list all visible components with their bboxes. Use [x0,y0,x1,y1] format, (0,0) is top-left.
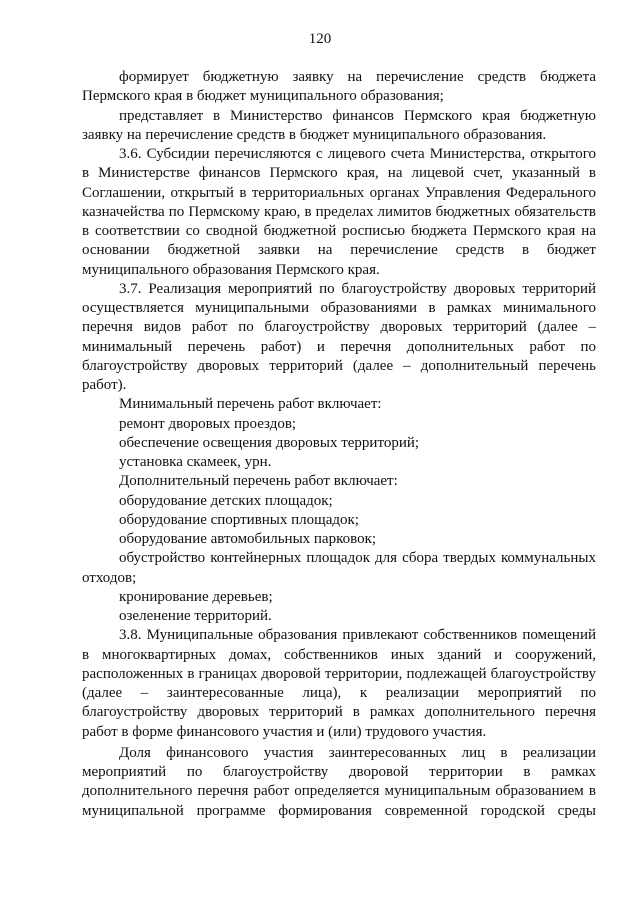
paragraph: 3.8. Муниципальные образования привлекают собственников помещений в многоквартирных домах, собственников иных зданий и сооружений, расположенных в границах дворовой территории, подлежащей благоустройству (далее – заинтересованные лица), к реализации мероприятий по благоустройству дворовых территорий в рамках дополнительного перечня работ в форме финансового участия и (или) трудового участия. [82,627,596,740]
paragraph: представляет в Министерство финансов Пермского края бюджетную заявку на перечисление средств в бюджет муниципального образования. [82,107,596,143]
paragraph: формирует бюджетную заявку на перечисление средств бюджета Пермского края в бюджет муниципального образования; [82,69,596,105]
paragraph: Минимальный перечень работ включает: [119,396,382,413]
paragraph: Дополнительный перечень работ включает: [119,473,398,490]
paragraph: оборудование детских площадок; [119,492,333,509]
paragraph: 3.7. Реализация мероприятий по благоустройству дворовых территорий осуществляется муниципальными образованиями в рамках минимального перечня видов работ по благоустройству дворовых территорий (далее – минимальный перечень работ) и перечня дополнительных работ по благоустройству дворовых территорий (далее – дополнительный перечень работ). [82,280,596,393]
paragraph: ремонт дворовых проездов; [119,415,297,432]
paragraph: Доля финансового участия заинтересованных лиц в реализации мероприятий по благоустройству дворовой территории в рамках дополнительного перечня работ определяется муниципальным образованием в муниципальной программе формирования современной городской среды [82,744,596,819]
paragraph: 3.6. Субсидии перечисляются с лицевого счета Министерства, открытого в Министерстве финансов Пермского края, на лицевой счет, указанный в Соглашении, открытый в территориальных органах Управления Федерального казначейства по Пермскому краю, в пределах лимитов бюджетных обязательств в соответствии со сводной бюджетной росписью бюджета Пермского края на основании бюджетной заявки на перечисление средств в бюджет муниципального образования Пермского края. [82,146,596,278]
paragraph: установка скамеек, урн. [119,454,272,470]
paragraph: обустройство контейнерных площадок для сбора твердых коммунальных отходов; [82,550,596,586]
paragraph: оборудование спортивных площадок; [119,511,359,528]
paragraph: озеленение территорий. [119,608,272,624]
page-number: 120 [308,31,332,47]
paragraph: обеспечение освещения дворовых территорий; [119,434,420,451]
paragraph: кронирование деревьев; [119,588,273,605]
paragraph: оборудование автомобильных парковок; [119,531,377,547]
body-text [82,68,596,821]
